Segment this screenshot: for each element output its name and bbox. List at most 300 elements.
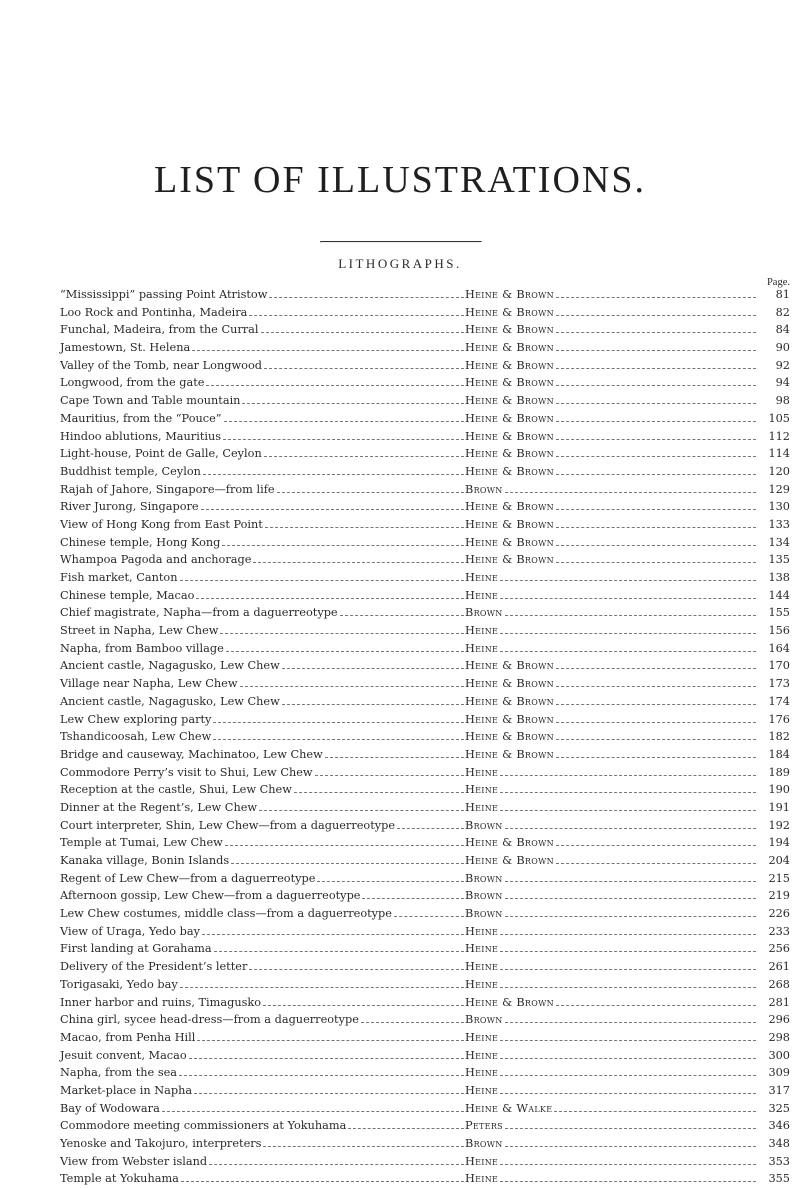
page-column-label: Page. [766, 277, 790, 288]
dot-leader [556, 403, 756, 404]
dot-leader [556, 863, 756, 864]
dot-leader [556, 668, 756, 669]
entry-artist: Heine [465, 624, 499, 638]
entry-title-column [60, 994, 465, 1012]
entry-title: Jamestown, St. Helena [60, 341, 191, 355]
entry-title-column [60, 374, 465, 392]
entry-title-column [60, 675, 465, 693]
list-item [60, 764, 790, 782]
dot-leader [192, 350, 464, 351]
dot-leader [206, 385, 464, 386]
entry-title: Ancient castle, Nagagusko, Lew Chew [60, 694, 280, 708]
entry-title-column [60, 463, 465, 481]
entry-page-number: 144 [768, 588, 790, 602]
entry-page-number: 325 [768, 1101, 790, 1115]
dot-leader [240, 686, 465, 687]
entry-title: Village near Napha, Lew Chew [60, 677, 238, 691]
entry-title: Commodore Perry’s visit to Shui, Lew Chew [60, 765, 313, 779]
dot-leader [554, 1111, 756, 1112]
list-item [60, 1064, 790, 1082]
dot-leader [224, 421, 464, 422]
entry-title-column [60, 551, 465, 569]
entry-title: Afternoon gossip, Lew Chew—from a daguerreotype [60, 889, 361, 903]
list-item [60, 675, 790, 693]
entry-artist: Heine & Brown [465, 694, 554, 708]
dot-leader [294, 792, 464, 793]
list-item [60, 834, 790, 852]
entry-page-number: 309 [768, 1066, 790, 1080]
entry-title: View from Webster island [60, 1154, 208, 1168]
entry-page-number: 192 [768, 818, 790, 832]
entry-artist: Brown [465, 482, 503, 496]
dot-leader [181, 1181, 464, 1182]
entry-artist: Heine & Brown [465, 712, 554, 726]
list-item [60, 357, 790, 375]
list-item [60, 905, 790, 923]
entry-title: Fish market, Canton [60, 571, 178, 584]
list-item [60, 976, 790, 994]
entry-page-number: 129 [768, 482, 790, 496]
entry-artist: Heine & Brown [465, 995, 554, 1009]
entry-artist: Heine [465, 1030, 499, 1044]
list-item [60, 1047, 790, 1065]
entry-title-column [60, 516, 465, 534]
entry-artist: Heine [465, 924, 499, 938]
entry-title-column [60, 622, 465, 640]
entry-title-column [60, 1135, 465, 1153]
dot-leader [231, 863, 464, 864]
entry-title-column [60, 923, 465, 941]
entry-page-number: 164 [768, 641, 790, 655]
dot-leader [556, 368, 756, 369]
dot-leader [265, 527, 464, 528]
entry-page-number: 134 [768, 535, 790, 549]
entry-title: Light-house, Point de Galle, Ceylon [60, 447, 262, 461]
list-item [60, 657, 790, 675]
entry-title-column [60, 445, 465, 463]
entry-artist: Brown [465, 1013, 503, 1027]
entry-title-column [60, 1064, 465, 1082]
entry-page-number: 105 [768, 411, 790, 425]
entry-page-number: 215 [768, 871, 790, 885]
entry-artist: Brown [465, 907, 503, 921]
dot-leader [556, 527, 756, 528]
entry-artist: Heine [465, 1154, 499, 1168]
list-item [60, 1082, 790, 1100]
dot-leader [505, 828, 756, 829]
dot-leader [223, 439, 464, 440]
entry-title-column [60, 481, 465, 499]
dot-leader [340, 615, 464, 616]
entry-artist: Heine [465, 1048, 499, 1062]
entry-page-number: 268 [768, 977, 790, 991]
dot-leader [500, 792, 756, 793]
dot-leader [500, 1164, 756, 1165]
dot-leader [201, 509, 464, 510]
entry-artist: Brown [465, 1137, 503, 1150]
entry-title: View of Uraga, Yedo bay [60, 924, 201, 938]
list-item [60, 1135, 790, 1153]
entry-page-number: 182 [768, 730, 790, 744]
entry-title-column [60, 799, 465, 817]
entry-title-column [60, 657, 465, 675]
dot-leader [500, 810, 756, 811]
entry-title: Buddhist temple, Ceylon [60, 464, 201, 478]
dot-leader [194, 1093, 464, 1094]
entry-title-column [60, 693, 465, 711]
entry-artist: Heine & Brown [465, 305, 554, 319]
entry-title-column [60, 286, 465, 304]
dot-leader [505, 492, 756, 493]
entry-title-column [60, 410, 465, 428]
list-item [60, 746, 790, 764]
dot-leader [263, 1005, 464, 1006]
entry-artist: Heine & Brown [465, 747, 554, 761]
dot-leader [505, 1128, 756, 1129]
entry-page-number: 176 [768, 712, 790, 726]
entry-page-number: 82 [775, 305, 790, 319]
entry-artist: Heine & Brown [465, 464, 554, 478]
dot-leader [500, 1040, 756, 1041]
list-item [60, 799, 790, 817]
entry-artist: Heine & Brown [465, 500, 554, 514]
entry-artist: Heine & Brown [465, 341, 554, 355]
entry-title-column [60, 357, 465, 375]
list-item [60, 1153, 790, 1171]
entry-artist: Heine & Brown [465, 659, 554, 673]
entry-title-column [60, 392, 465, 410]
entry-title: Macao, from Penha Hill [60, 1030, 196, 1044]
list-item [60, 498, 790, 516]
list-item [60, 693, 790, 711]
entry-page-number: 317 [768, 1083, 790, 1097]
dot-leader [263, 1146, 464, 1147]
list-item [60, 551, 790, 569]
entry-title: Temple at Yokuhama [60, 1172, 179, 1186]
dot-leader [500, 633, 756, 634]
dot-leader [556, 562, 756, 563]
dot-leader [196, 598, 464, 599]
list-item [60, 1170, 790, 1188]
dot-leader [225, 845, 464, 846]
entry-title-column [60, 1100, 465, 1118]
entry-artist: Heine & Brown [465, 836, 554, 850]
dot-leader [222, 545, 464, 546]
dot-leader [264, 368, 464, 369]
entry-title-column [60, 1047, 465, 1065]
entry-title: Chinese temple, Hong Kong [60, 535, 221, 549]
entry-page-number: 219 [768, 889, 790, 903]
dot-leader [505, 898, 756, 899]
dot-leader [180, 580, 465, 581]
dot-leader [556, 722, 756, 723]
entry-artist: Heine [465, 783, 499, 797]
dot-leader [500, 580, 756, 581]
dot-leader [348, 1128, 464, 1129]
entry-title: Lew Chew costumes, middle class—from a daguerreotype [60, 907, 392, 921]
entry-page-number: 138 [768, 571, 790, 584]
dot-leader [213, 739, 464, 740]
list-item [60, 1100, 790, 1118]
entry-title: Torigasaki, Yedo bay [60, 977, 178, 991]
entry-artist: Peters [465, 1119, 503, 1133]
dot-leader [556, 421, 756, 422]
entry-title: Market-place in Napha [60, 1083, 193, 1097]
dot-leader [317, 881, 464, 882]
dot-leader [505, 1146, 756, 1147]
illustrations-list [60, 286, 790, 1188]
dot-leader [556, 439, 756, 440]
list-item [60, 445, 790, 463]
entry-page-number: 120 [768, 464, 790, 478]
dot-leader [179, 1075, 464, 1076]
entry-title-column [60, 1117, 465, 1135]
dot-leader [189, 1058, 464, 1059]
entry-title-column [60, 958, 465, 976]
dot-leader [500, 934, 756, 935]
entry-title-column [60, 1082, 465, 1100]
entry-page-number: 94 [775, 376, 790, 390]
entry-page-number: 296 [768, 1013, 790, 1027]
entry-title: Temple at Tumai, Lew Chew [60, 836, 223, 850]
list-item [60, 604, 790, 622]
entry-artist: Heine [465, 588, 499, 602]
list-item [60, 640, 790, 658]
entry-page-number: 194 [768, 836, 790, 850]
entry-title-column [60, 640, 465, 658]
entry-title: First landing at Gorahama [60, 942, 212, 956]
entry-title-column [60, 428, 465, 446]
entry-artist: Heine [465, 641, 499, 655]
entry-title-column [60, 746, 465, 764]
dot-leader [253, 562, 464, 563]
list-item [60, 870, 790, 888]
dot-leader [556, 545, 756, 546]
entry-title: Bay of Wodowara [60, 1101, 160, 1115]
dot-leader [505, 615, 756, 616]
entry-title: View of Hong Kong from East Point [60, 517, 263, 531]
entry-title-column [60, 1011, 465, 1029]
entry-artist: Heine & Brown [465, 730, 554, 744]
entry-title: Yenoske and Takojuro, interpreters [60, 1137, 262, 1150]
dot-leader [209, 1164, 464, 1165]
entry-artist: Heine & Brown [465, 854, 554, 867]
list-item [60, 410, 790, 428]
entry-artist: Heine & Brown [465, 553, 554, 567]
entry-artist: Heine & Brown [465, 429, 554, 443]
list-item [60, 1117, 790, 1135]
dot-leader [556, 1005, 756, 1006]
entry-page-number: 90 [775, 341, 790, 355]
entry-title: Delivery of the President’s letter [60, 960, 248, 974]
entry-title: Valley of the Tomb, near Longwood [60, 358, 262, 372]
entry-title: “Mississippi” passing Point Atristow [60, 288, 268, 301]
entry-title: Chief magistrate, Napha—from a daguerreotype [60, 606, 338, 620]
list-item [60, 304, 790, 322]
entry-page-number: 233 [768, 924, 790, 938]
list-item [60, 940, 790, 958]
entry-artist: Heine [465, 942, 499, 956]
entry-artist: Brown [465, 818, 503, 832]
list-item [60, 286, 790, 304]
list-item [60, 321, 790, 339]
list-item [60, 923, 790, 941]
dot-leader [556, 332, 756, 333]
entry-title: Longwood, from the gate [60, 376, 205, 390]
entry-title: Reception at the castle, Shui, Lew Chew [60, 783, 292, 797]
entry-page-number: 112 [768, 429, 790, 443]
entry-artist: Heine & Brown [465, 376, 554, 390]
dot-leader [226, 651, 464, 652]
entry-title: Commodore meeting commissioners at Yokuhama [60, 1119, 347, 1133]
entry-page-number: 173 [768, 677, 790, 691]
entry-page-number: 204 [768, 854, 790, 867]
entry-title-column [60, 304, 465, 322]
entry-artist: Heine [465, 960, 499, 974]
dot-leader [556, 350, 756, 351]
entry-title: River Jurong, Singapore [60, 500, 199, 514]
dot-leader [277, 492, 464, 493]
list-item [60, 887, 790, 905]
entry-page-number: 256 [768, 942, 790, 956]
dot-leader [500, 1058, 756, 1059]
entry-page-number: 298 [768, 1030, 790, 1044]
dot-leader [180, 987, 464, 988]
entry-artist: Heine & Brown [465, 411, 554, 425]
list-item [60, 711, 790, 729]
title-rule [320, 241, 482, 243]
entry-artist: Heine & Brown [465, 517, 554, 531]
entry-title: Funchal, Madeira, from the Curral [60, 323, 259, 337]
list-item [60, 339, 790, 357]
list-item [60, 392, 790, 410]
entry-title-column [60, 870, 465, 888]
list-item [60, 1029, 790, 1047]
entry-page-number: 130 [768, 500, 790, 514]
list-item [60, 587, 790, 605]
dot-leader [220, 633, 464, 634]
entry-artist: Heine & Brown [465, 535, 554, 549]
entry-page-number: 84 [775, 323, 790, 337]
entry-artist: Heine & Brown [465, 288, 554, 301]
list-item [60, 622, 790, 640]
entry-title-column [60, 728, 465, 746]
entry-title: Regent of Lew Chew—from a daguerreotype [60, 871, 316, 885]
entry-artist: Heine [465, 1083, 499, 1097]
entry-page-number: 189 [768, 765, 790, 779]
list-item [60, 481, 790, 499]
entry-page-number: 348 [768, 1137, 790, 1150]
dot-leader [500, 651, 756, 652]
entry-artist: Brown [465, 889, 503, 903]
entry-title-column [60, 834, 465, 852]
entry-title-column [60, 1153, 465, 1171]
dot-leader [249, 969, 464, 970]
entry-artist: Heine [465, 977, 499, 991]
entry-title-column [60, 764, 465, 782]
entry-artist: Heine & Brown [465, 447, 554, 461]
entry-title-column [60, 1170, 465, 1188]
entry-artist: Heine & Brown [465, 358, 554, 372]
entry-page-number: 226 [768, 907, 790, 921]
dot-leader [500, 987, 756, 988]
page-title: LIST OF ILLUSTRATIONS. [154, 159, 646, 201]
list-item [60, 817, 790, 835]
dot-leader [500, 1181, 756, 1182]
entry-title-column [60, 976, 465, 994]
entry-title: Rajah of Jahore, Singapore—from life [60, 482, 275, 496]
dot-leader [556, 704, 756, 705]
entry-title-column [60, 852, 465, 870]
entry-page-number: 190 [768, 783, 790, 797]
dot-leader [203, 474, 464, 475]
dot-leader [556, 315, 756, 316]
entry-page-number: 133 [768, 517, 790, 531]
dot-leader [556, 456, 756, 457]
list-item [60, 958, 790, 976]
dot-leader [556, 686, 756, 687]
section-heading: LITHOGRAPHS. [338, 256, 462, 271]
entry-page-number: 184 [768, 747, 790, 761]
dot-leader [269, 297, 464, 298]
entry-title-column [60, 817, 465, 835]
entry-artist: Brown [465, 871, 503, 885]
entry-title: Whampoa Pagoda and anchorage [60, 553, 252, 567]
dot-leader [261, 332, 464, 333]
entry-title-column [60, 339, 465, 357]
entry-title: Lew Chew exploring party [60, 712, 212, 726]
entry-page-number: 92 [775, 358, 790, 372]
entry-page-number: 156 [768, 624, 790, 638]
entry-page-number: 355 [768, 1172, 790, 1186]
entry-title: Napha, from Bamboo village [60, 641, 224, 655]
dot-leader [197, 1040, 464, 1041]
dot-leader [505, 916, 756, 917]
dot-leader [315, 775, 464, 776]
entry-title: Hindoo ablutions, Mauritius [60, 429, 222, 443]
entry-title: Cape Town and Table mountain [60, 394, 241, 408]
dot-leader [556, 297, 756, 298]
dot-leader [500, 951, 756, 952]
list-item [60, 994, 790, 1012]
dot-leader [556, 509, 756, 510]
list-item [60, 463, 790, 481]
entry-title-column [60, 905, 465, 923]
entry-artist: Brown [465, 606, 503, 620]
entry-title: Jesuit convent, Macao [60, 1048, 187, 1062]
entry-title: Court interpreter, Shin, Lew Chew—from a daguerreotype [60, 818, 396, 832]
dot-leader [394, 916, 464, 917]
dot-leader [213, 722, 464, 723]
list-item [60, 534, 790, 552]
list-item [60, 781, 790, 799]
dot-leader [249, 315, 464, 316]
dot-leader [361, 1022, 464, 1023]
dot-leader [505, 1022, 756, 1023]
entry-title: Loo Rock and Pontinha, Madeira [60, 305, 248, 319]
entry-page-number: 281 [768, 995, 790, 1009]
entry-page-number: 170 [768, 659, 790, 673]
entry-title-column [60, 604, 465, 622]
dot-leader [162, 1111, 464, 1112]
entry-title-column [60, 498, 465, 516]
list-item [60, 728, 790, 746]
dot-leader [259, 810, 464, 811]
entry-page-number: 353 [768, 1154, 790, 1168]
entry-title-column [60, 587, 465, 605]
entry-title-column [60, 321, 465, 339]
dot-leader [500, 598, 756, 599]
